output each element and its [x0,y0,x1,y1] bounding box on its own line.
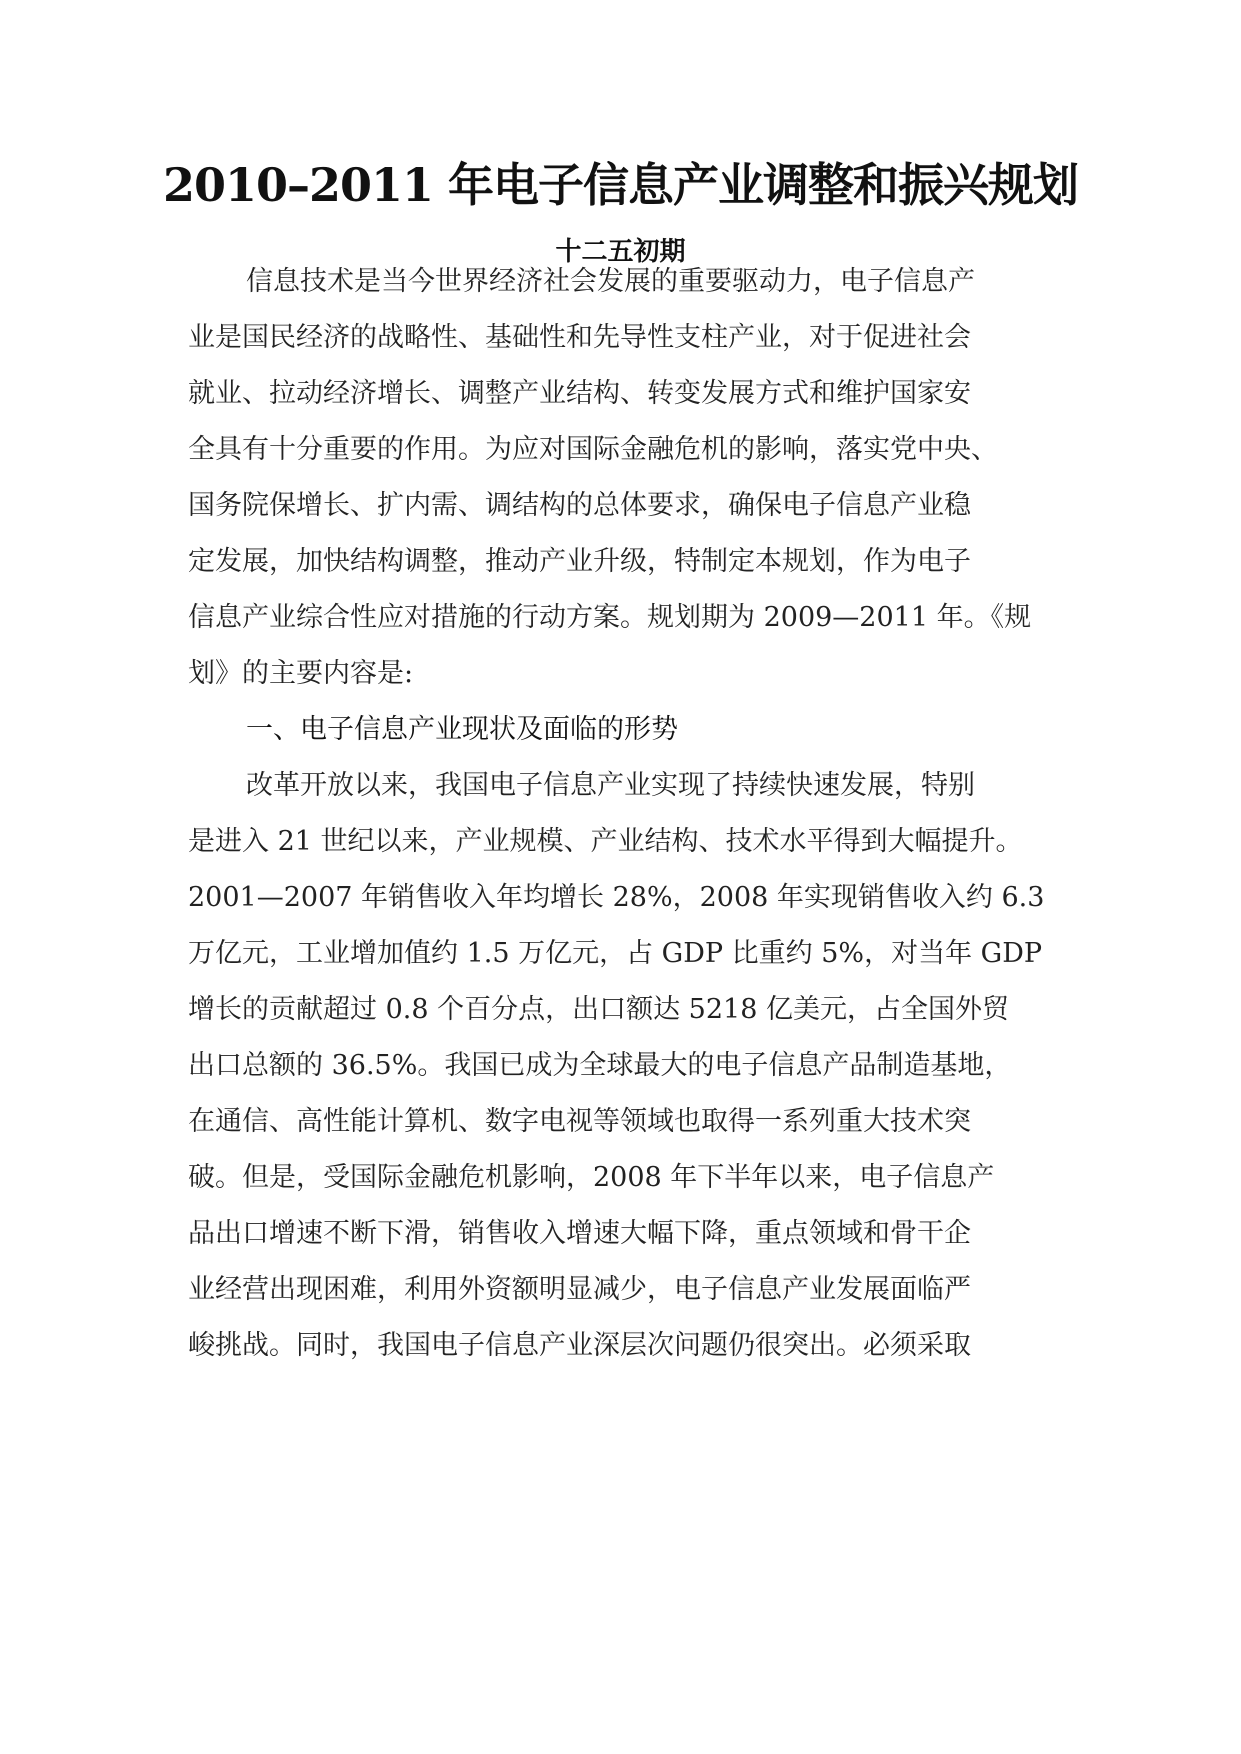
paragraph-line: 业是国民经济的战略性、基础性和先导性支柱产业，对于促进社会 [188,322,971,353]
paragraph-line: 业经营出现困难，利用外资额明显减少，电子信息产业发展面临严 [188,1274,971,1305]
paragraph-line: 划》的主要内容是: [188,658,414,689]
paragraph-line: 信息产业综合性应对措施的行动方案。规划期为 2009—2011 年。《规 [188,602,1032,633]
paragraph-line: 信息技术是当今世界经济社会发展的重要驱动力，电子信息产 [246,266,975,297]
paragraph-line: 是进入 21 世纪以来，产业规模、产业结构、技术水平得到大幅提升。 [188,826,1023,857]
paragraph-line: 增长的贡献超过 0.8 个百分点，出口额达 5218 亿美元，占全国外贸 [188,994,1009,1025]
paragraph-line: 品出口增速不断下滑，销售收入增速大幅下降，重点领域和骨干企 [188,1218,971,1249]
paragraph-line: 改革开放以来，我国电子信息产业实现了持续快速发展，特别 [246,770,975,801]
paragraph-line: 全具有十分重要的作用。为应对国际金融危机的影响，落实党中央、 [188,434,998,465]
paragraph-line: 峻挑战。同时，我国电子信息产业深层次问题仍很突出。必须采取 [188,1330,971,1361]
paragraph-line: 破。但是，受国际金融危机影响，2008 年下半年以来，电子信息产 [188,1162,995,1193]
document-title: 2010–2011 年电子信息产业调整和振兴规划 [162,158,1079,212]
paragraph-line: 2001—2007 年销售收入年均增长 28%，2008 年实现销售收入约 6.3 [188,882,1045,913]
paragraph-line: 在通信、高性能计算机、数字电视等领域也取得一系列重大技术突 [188,1106,971,1137]
paragraph-line: 就业、拉动经济增长、调整产业结构、转变发展方式和维护国家安 [188,378,971,409]
paragraph-line: 国务院保增长、扩内需、调结构的总体要求，确保电子信息产业稳 [188,490,971,521]
paragraph-line: 定发展，加快结构调整，推动产业升级，特制定本规划，作为电子 [188,546,971,577]
document-subtitle: 十二五初期 [555,237,686,267]
section-heading: 一、电子信息产业现状及面临的形势 [246,714,678,745]
paragraph-line: 万亿元，工业增加值约 1.5 万亿元，占 GDP 比重约 5%，对当年 GDP [188,938,1043,969]
paragraph-line: 出口总额的 36.5%。我国已成为全球最大的电子信息产品制造基地， [188,1050,1012,1081]
